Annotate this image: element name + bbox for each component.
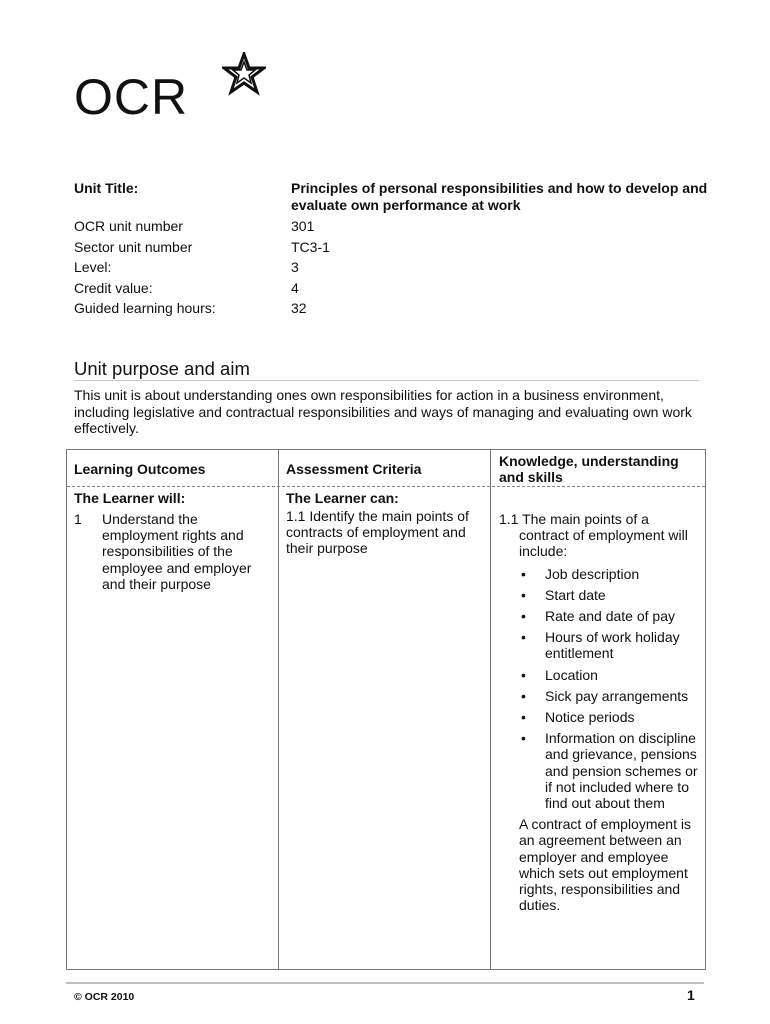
sector-number-row bbox=[74, 237, 714, 258]
header-assessment-criteria: Assessment Criteria bbox=[286, 461, 422, 477]
glh-value: 32 bbox=[291, 300, 307, 316]
knowledge-note: A contract of employment is an agreement between an employer and employee which sets out employment rights, responsibilities and duties. bbox=[519, 816, 691, 914]
column-divider bbox=[278, 450, 279, 969]
level-value: 3 bbox=[291, 259, 299, 275]
unit-number-value: 301 bbox=[291, 218, 315, 234]
list-item: • Information on discipline and grievance, pensions and pension schemes or if not included where to find out about them bbox=[499, 730, 699, 811]
glh-row bbox=[74, 298, 714, 319]
sector-number-value: TC3-1 bbox=[291, 238, 330, 255]
page-number: 1 bbox=[687, 987, 695, 1003]
unit-title-value: Principles of personal responsibilities and how to develop and evaluate own performance at work bbox=[291, 180, 708, 213]
knowledge-block bbox=[499, 511, 699, 913]
unit-info-table bbox=[74, 178, 714, 319]
glh-label: Guided learning hours: bbox=[74, 300, 216, 316]
outcome-number: 1 bbox=[74, 511, 82, 527]
knowledge-bullets bbox=[499, 566, 699, 812]
sector-number-label: Sector unit number bbox=[74, 238, 193, 255]
header-knowledge: Knowledge, understanding and skills bbox=[499, 453, 679, 486]
list-item: • Location bbox=[499, 667, 699, 683]
header-learning-outcomes: Learning Outcomes bbox=[74, 461, 206, 477]
logo-text: OCR bbox=[74, 69, 189, 125]
criteria-text: 1.1 Identify the main points of contracts of employment and their purpose bbox=[286, 508, 469, 557]
list-item: • Rate and date of pay bbox=[499, 608, 699, 624]
unit-title-row bbox=[74, 178, 714, 216]
outcome-item bbox=[74, 511, 269, 592]
footer-divider bbox=[66, 982, 704, 984]
level-label: Level: bbox=[74, 259, 112, 275]
heading-divider bbox=[74, 380, 699, 381]
knowledge-intro: 1.1 The main points of a contract of employment will include: bbox=[499, 511, 688, 560]
star-icon bbox=[222, 52, 266, 96]
unit-number-label: OCR unit number bbox=[74, 218, 183, 234]
list-item: • Hours of work holiday entitlement bbox=[499, 629, 699, 661]
outcome-text: Understand the employment rights and responsibilities of the employee and employer and their purpose bbox=[102, 511, 252, 592]
list-item: • Start date bbox=[499, 587, 699, 603]
ocr-logo bbox=[74, 52, 284, 124]
column-divider bbox=[490, 450, 491, 969]
unit-number-row bbox=[74, 216, 714, 237]
learner-can-label: The Learner can: bbox=[286, 490, 399, 506]
outcomes-table bbox=[66, 449, 706, 970]
unit-title-label: Unit Title: bbox=[74, 180, 139, 196]
list-item: • Notice periods bbox=[499, 709, 699, 725]
list-item: • Job description bbox=[499, 566, 699, 582]
list-item: • Sick pay arrangements bbox=[499, 688, 699, 704]
credit-value: 4 bbox=[291, 279, 299, 296]
level-row bbox=[74, 257, 714, 278]
section-heading: Unit purpose and aim bbox=[74, 358, 250, 379]
credit-row bbox=[74, 278, 714, 299]
section-intro: This unit is about understanding ones own responsibilities for action in a business environment, including legislative and contractual responsibilities and ways of managing and evaluating own work effectively. bbox=[74, 387, 692, 436]
footer-copyright: © OCR 2010 bbox=[74, 991, 135, 1003]
header-divider bbox=[67, 486, 705, 487]
learner-will-label: The Learner will: bbox=[74, 490, 186, 506]
credit-label: Credit value: bbox=[74, 279, 153, 296]
